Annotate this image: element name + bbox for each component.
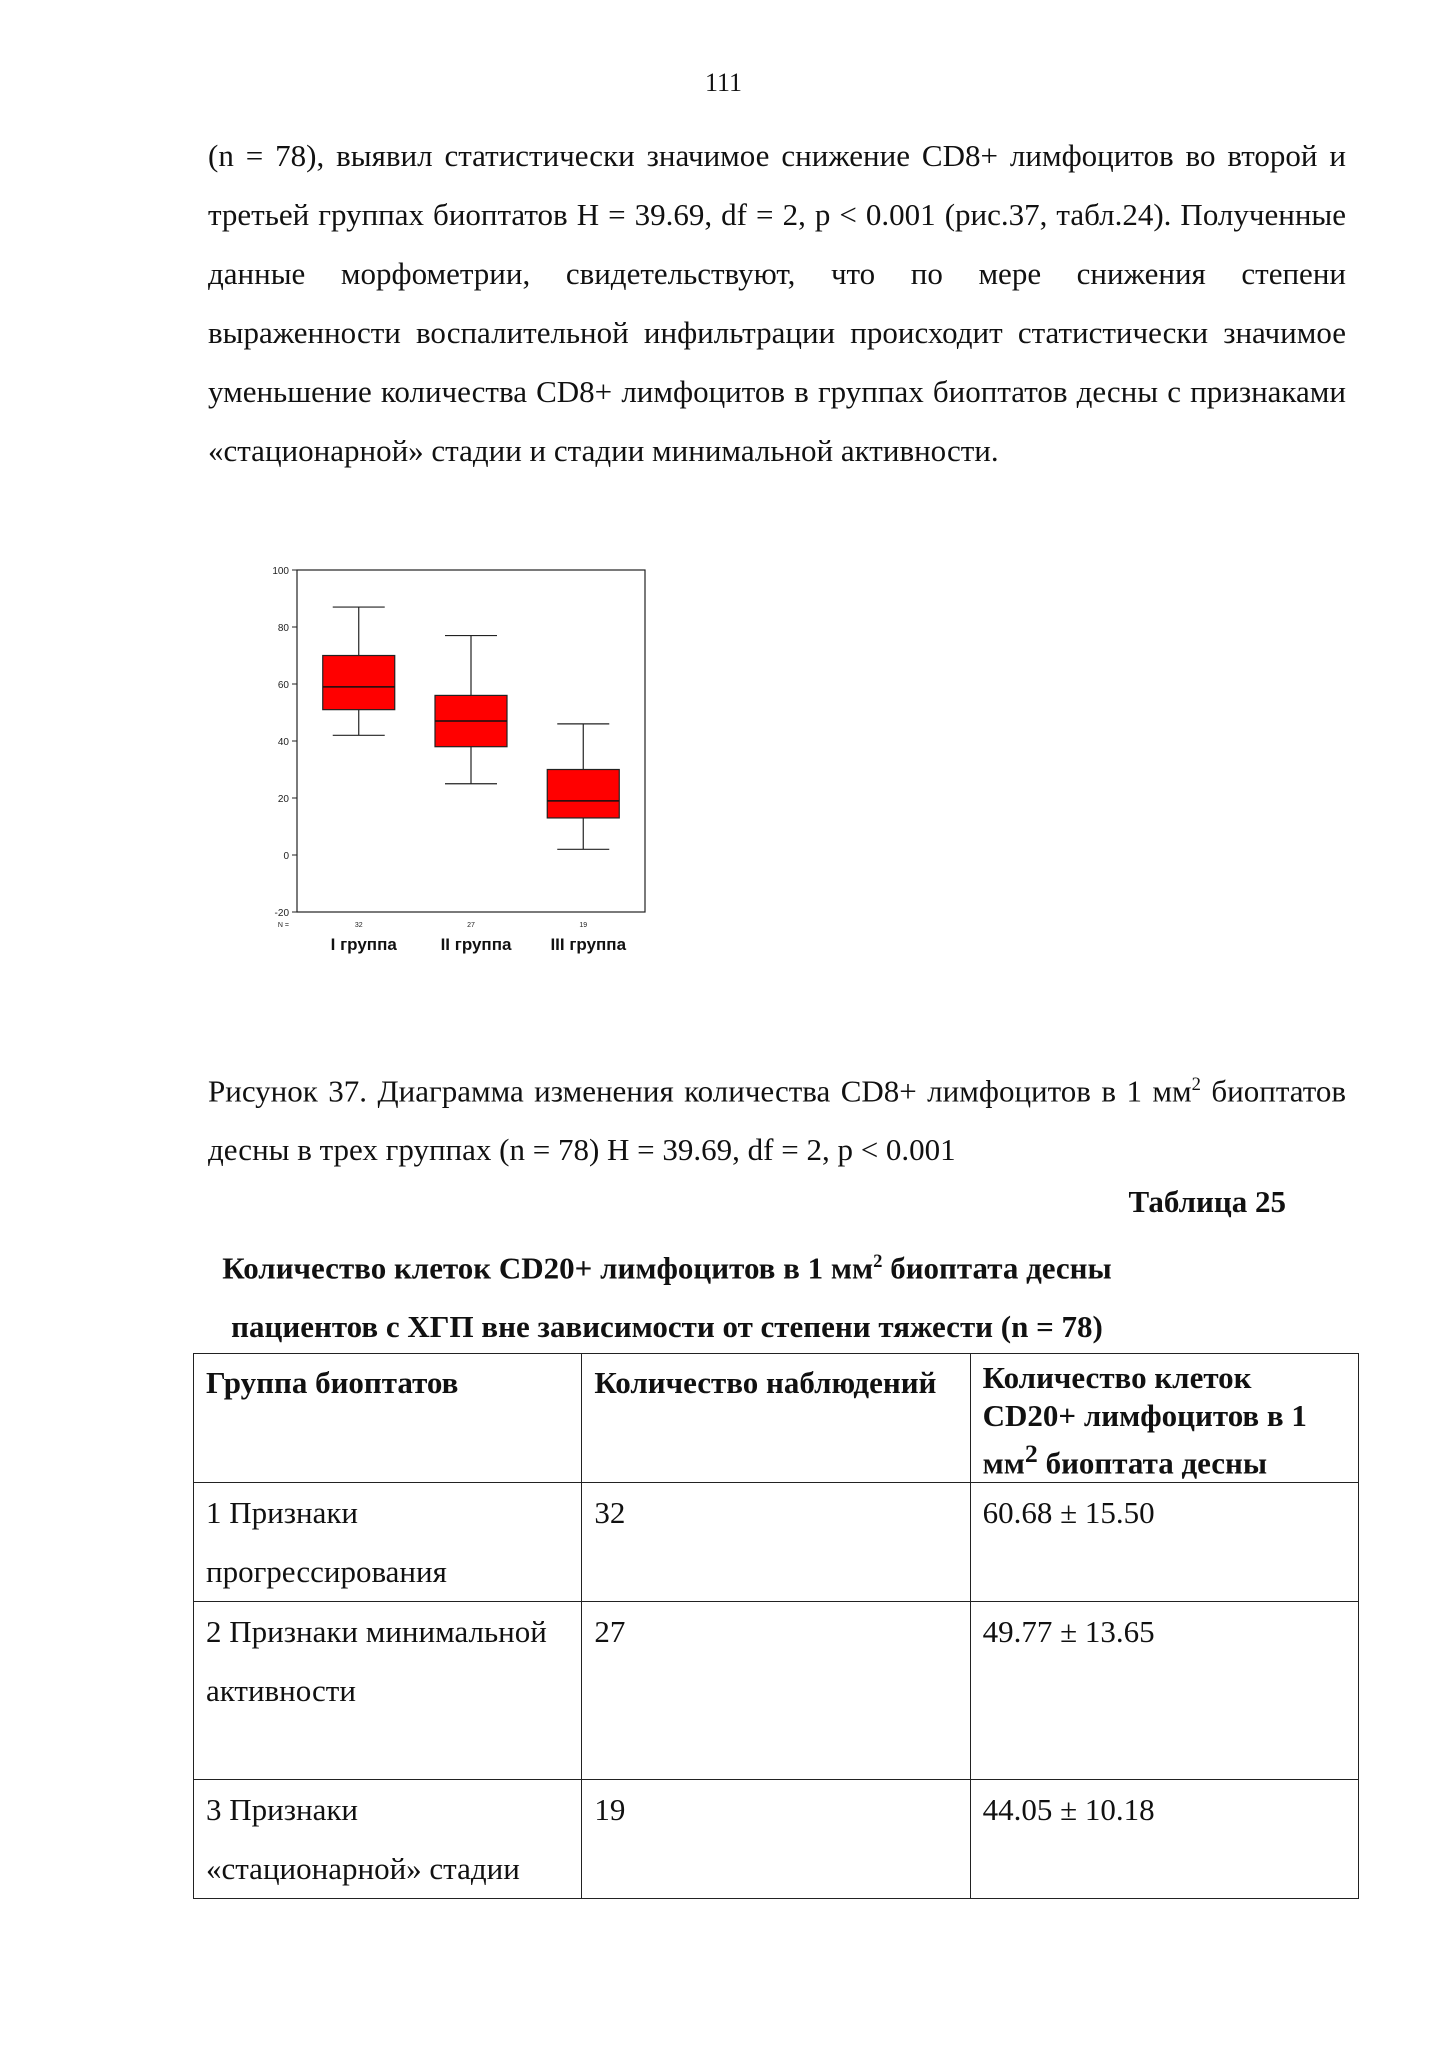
- y-tick-label: -20: [274, 908, 289, 919]
- header-cells-text: Количество клеток CD20+ лимфоцитов в 1 мм: [982, 1360, 1307, 1481]
- header-cells: [970, 1354, 1358, 1483]
- table-title: [208, 1232, 1346, 1356]
- y-tick-label: 100: [272, 566, 289, 577]
- body-paragraph: (n = 78), выявил статистически значимое снижение CD8+ лимфоцитов во второй и третьей группах биоптатов H = 39.69, df = 2, p < 0.001 (рис.37, табл.24). Полученные данные морфометрии, свидетельствуют, что по мере снижения степени выраженности воспалительной инфильтрации происходит статистически значимое уменьшение количества CD8+ лимфоцитов в группах биоптатов десны с признаками «стационарной» стадии и стадии минимальной активности.: [208, 138, 1346, 468]
- n-value: 19: [579, 922, 588, 929]
- results-table: [193, 1353, 1359, 1899]
- figure-caption: [208, 1055, 1346, 1179]
- table-title-part2: биоптата десны: [890, 1250, 1112, 1286]
- box-plot: [255, 560, 675, 970]
- cell-value: 44.05 ± 10.18: [970, 1780, 1358, 1899]
- table-label: Таблица 25: [1128, 1184, 1286, 1219]
- cell-group: 3 Признаки «стационарной» стадии: [194, 1780, 582, 1899]
- table-header-row: [194, 1354, 1359, 1483]
- table-title-superscript: 2: [873, 1251, 883, 1272]
- box-plot-figure: [255, 560, 675, 970]
- header-group: Группа биоптатов: [194, 1354, 582, 1483]
- header-cells-superscript: 2: [1024, 1439, 1038, 1468]
- y-tick-label: 80: [277, 623, 289, 634]
- y-tick-label: 20: [277, 794, 289, 805]
- cell-count: 27: [582, 1602, 970, 1780]
- y-tick-label: 0: [283, 851, 289, 862]
- caption-text: Рисунок 37. Диаграмма изменения количества CD8+ лимфоцитов в 1 мм: [208, 1073, 1192, 1109]
- cell-group: 1 Признаки прогрессирования: [194, 1483, 582, 1602]
- n-value: 27: [467, 922, 475, 929]
- n-value: 32: [354, 922, 363, 929]
- header-cells-text-end: биоптата десны: [1045, 1445, 1268, 1481]
- cell-count: 19: [582, 1780, 970, 1899]
- caption-text-continued: биоптатов десны в трех группах (n = 78) H = 39.69, df = 2, p < 0.001: [208, 1073, 1346, 1168]
- box-3: [547, 770, 619, 818]
- category-label: II группа: [440, 935, 512, 954]
- category-label: III группа: [550, 935, 627, 954]
- table-title-line2: пациентов с ХГП вне зависимости от степени тяжести (n = 78): [231, 1309, 1103, 1345]
- cell-group: 2 Признаки минимальной активности: [194, 1602, 582, 1780]
- table-row: [194, 1602, 1359, 1780]
- page-number: 111: [704, 68, 743, 97]
- table-row: [194, 1780, 1359, 1899]
- cell-value: 60.68 ± 15.50: [970, 1483, 1358, 1602]
- cell-value: 49.77 ± 13.65: [970, 1602, 1358, 1780]
- table-title-part1: Количество клеток CD20+ лимфоцитов в 1 мм: [222, 1250, 874, 1286]
- n-label: N =: [277, 922, 289, 929]
- caption-superscript: 2: [1191, 1074, 1201, 1095]
- y-tick-label: 60: [277, 680, 289, 691]
- cell-count: 32: [582, 1483, 970, 1602]
- header-count: Количество наблюдений: [582, 1354, 970, 1483]
- category-label: I группа: [330, 935, 397, 954]
- table-row: [194, 1483, 1359, 1602]
- y-tick-label: 40: [277, 737, 289, 748]
- box-1: [323, 656, 395, 710]
